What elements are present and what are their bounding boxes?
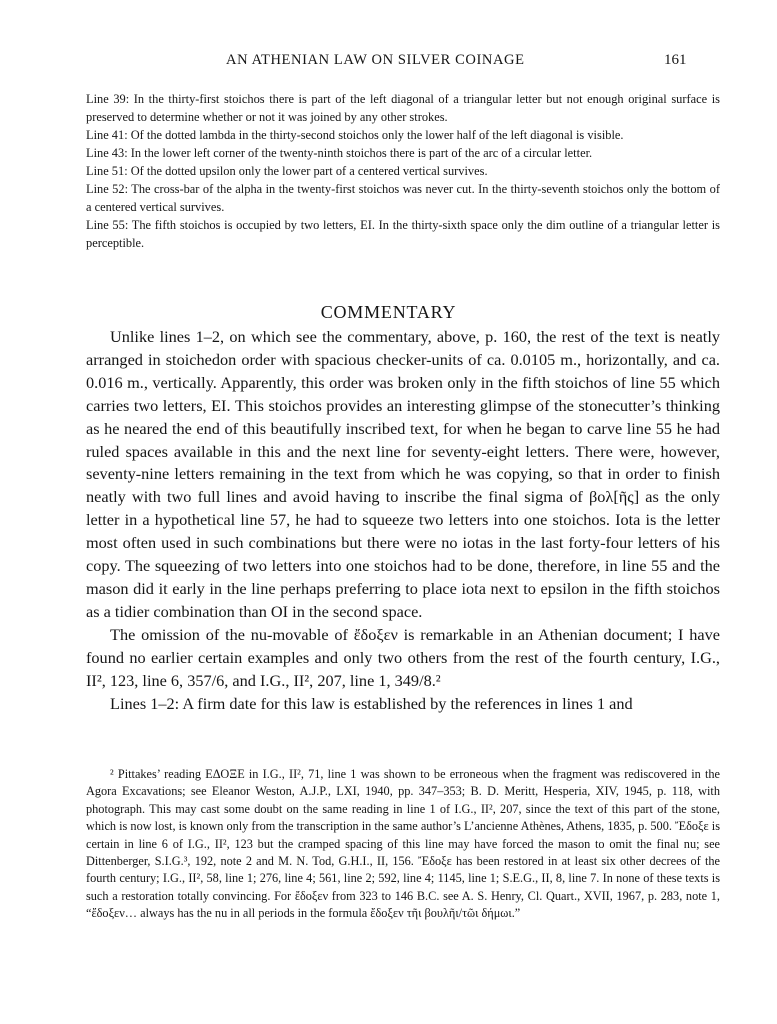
running-title: AN ATHENIAN LAW ON SILVER COINAGE	[226, 52, 525, 68]
commentary-paragraph-3: Lines 1–2: A firm date for this law is established by the references in lines 1 and	[110, 693, 633, 713]
footnote-2: ² Pittakes’ reading ΕΔΟΞΕ in I.G., II², 71, line 1 was shown to be erroneous when the fragment was rediscovered in the Agora Excavations; see Eleanor Weston, A.J.P., LXI, 1940, pp. 347–353; B. D. Meritt, Hesperia, XIV, 1945, p. 118, with photograph. This may cast some doubt on the same reading in line 1 of I.G., II², 207, since the text of this part of the stone, which is now lost, is known only from the transcription in the same author’s L’ancienne Athènes, Athens, 1835, p. 500. Ἔδοξε is certain in line 6 of I.G., II², 123 but the cramped spacing of this line may have forced the mason to omit the final nu; see Dittenberger, S.I.G.³, 192, note 2 and M. N. Tod, G.H.I., II, 156. Ἔδοξε has been restored in at least six other decrees of the fourth century; I.G., II², 58, line 1; 276, line 4; 561, line 2; 592, line 4; 1145, line 1; S.E.G., II, 8, line 7. In none of these texts is such a restoration totally convincing. For ἔδοξεν from 323 to 146 B.C. see A. S. Henry, Cl. Quart., XVII, 1967, p. 283, note 1, “ἔδοξεν… always has the nu in all periods in the formula ἔδοξεν τῆι βουλῆι/τῶι δήμωι.”	[86, 767, 720, 921]
commentary-body	[86, 326, 720, 715]
note-line-41: Line 41: Of the dotted lambda in the thirty-second stoichos only the lower half of the left diagonal is visible.	[86, 128, 624, 142]
page-number: 161	[664, 52, 687, 68]
footnotes	[86, 766, 720, 923]
epigraphical-notes	[86, 90, 720, 252]
commentary-paragraph-1: Unlike lines 1–2, on which see the commentary, above, p. 160, the rest of the text is neatly arranged in stoichedon order with spacious checker-units of ca. 0.0105 m., horizontally, and ca. 0.016 m., vertically. Apparently, this order was broken only in the fifth stoichos of line 55 which carries two letters, ΕΙ. This stoichos provides an interesting glimpse of the stonecutter’s thinking as he neared the end of this beautifully inscribed text, for when he began to carve line 55 he had ruled spaces available in this and the next line for seventy-eight letters. There were, however, seventy-nine letters remaining in the text from which he was copying, so that in order to finish neatly with two full lines and avoid having to inscribe the final sigma of βολ[ῆς] as the only letter in a hypothetical line 57, he had to squeeze two letters into one stoichos. Iota is the letter most often used in such combinations but there were no iotas in the last forty-four letters of his copy. The squeezing of two letters into one stoichos had to be done, therefore, in line 55 and the mason did it early in the line perhaps preferring to place iota next to epsilon in the fifth stoichos as a tidier combination than ΟΙ in the second space.	[86, 327, 720, 621]
note-line-55: Line 55: The fifth stoichos is occupied by two letters, ΕΙ. In the thirty-sixth space only the dim outline of a triangular letter is perceptible.	[86, 218, 720, 250]
note-line-39: Line 39: In the thirty-first stoichos there is part of the left diagonal of a triangular letter but not enough original surface is preserved to determine whether or not it was joined by any other strokes.	[86, 92, 720, 124]
note-line-43: Line 43: In the lower left corner of the twenty-ninth stoichos there is part of the arc of a circular letter.	[86, 146, 593, 160]
note-line-51: Line 51: Of the dotted upsilon only the lower part of a centered vertical survives.	[86, 164, 488, 178]
running-head	[0, 52, 700, 72]
commentary-paragraph-2: The omission of the nu-movable of ἔδοξεν is remarkable in an Athenian document; I have found no earlier certain examples and only two others from the rest of the fourth century, I.G., II², 123, line 6, 357/6, and I.G., II², 207, line 1, 349/8.²	[86, 624, 720, 690]
note-line-52: Line 52: The cross-bar of the alpha in the twenty-first stoichos was never cut. In the thirty-seventh stoichos only the bottom of a centered vertical survives.	[86, 182, 720, 214]
commentary-heading: COMMENTARY	[320, 302, 457, 322]
